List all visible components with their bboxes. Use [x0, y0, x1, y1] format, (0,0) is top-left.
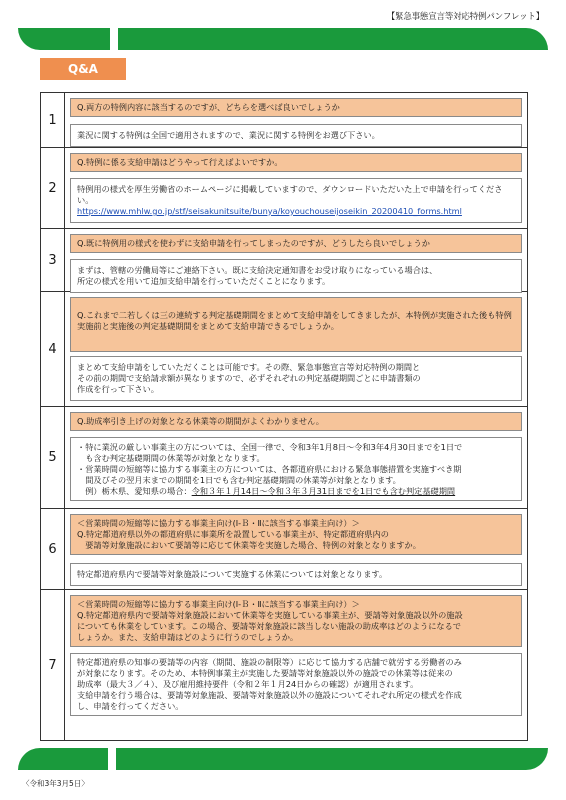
qa-answer-line: まずは、管轄の労働局等にご連絡下さい。既に支給決定通知書をお受け取りになっている場合は、 [77, 265, 438, 275]
qa-answer-line: その前の期間で支給請求額が異なりますので、必ずそれぞれの判定基礎期間ごとに申請書類の [77, 373, 421, 383]
qa-answer-line: も含む判定基礎期間の休業等が対象となります。 [77, 453, 265, 463]
qa-row-5 [41, 407, 527, 509]
qa-row-2 [41, 148, 527, 229]
bottom-green-band-right [116, 748, 548, 770]
qa-answer: 業況に関する特例は全国で適用されますので、業況に関する特例をお選び下さい。 [70, 124, 522, 147]
qa-number: 1 [41, 93, 65, 147]
qa-answer-line: 間及びその翌月末までの期間を1日でも含む判定基礎期間の休業等が対象となります。 [77, 475, 401, 485]
qa-question-line: ＜営業時間の短縮等に協力する事業主向け(Ⅰ-Ｂ・Ⅱに該当する事業主向け）＞ [77, 599, 360, 609]
qa-table [40, 92, 528, 741]
qa-question [70, 514, 522, 555]
qa-number: 3 [41, 229, 65, 291]
qa-answer-line: が対象になります。そのため、本特例事業主が実施した要請等対象施設以外の施設での休業等は従来の [77, 668, 453, 678]
qa-question: Q.既に特例用の様式を使わずに支給申請を行ってしまったのですが、どうしたら良いでしょうか [70, 234, 522, 253]
qa-answer [70, 653, 522, 716]
qa-answer-line: 作成を行って下さい。 [77, 384, 159, 394]
qa-section-tab: Q&A [40, 58, 126, 80]
qa-row-6 [41, 509, 527, 590]
qa-answer [70, 356, 522, 401]
qa-answer-line: 所定の様式を用いて追加支給申請を行っていただくことになります。 [77, 276, 331, 286]
qa-question: Q.両方の特例内容に該当するのですが、どちらを選べば良いでしょうか [70, 98, 522, 117]
qa-number: 7 [41, 590, 65, 740]
example-prefix: 例）栃木県、愛知県の場合： [77, 486, 192, 496]
qa-row-7 [41, 590, 527, 741]
qa-answer-text: 特例用の様式を厚生労働省のホームページに掲載していますので、ダウンロードいただいた上で申請を行ってください。 [77, 184, 503, 205]
qa-answer-line: 支給申請を行う場合は、要請等対象施設、要請等対象施設以外の施設についてそれぞれ所定の様式を作成 [77, 690, 462, 700]
document-header-note: 【緊急事態宣言等対応特例パンフレット】 [386, 12, 544, 22]
example-period: 令和３年１月14日～令和３年３月31日までを1日でも含む判定基礎期間 [191, 486, 456, 496]
qa-number: 4 [41, 292, 65, 406]
qa-row-1 [41, 93, 527, 148]
qa-answer-line: ・営業時間の短縮等に協力する事業主の方については、各都道府県における緊急事態措置を実施すべき期 [77, 464, 462, 474]
qa-question: Q.助成率引き上げの対象となる休業等の期間がよくわかりません。 [70, 412, 522, 431]
qa-answer-example [77, 486, 515, 497]
qa-answer [70, 437, 522, 501]
qa-question: Q.特例に係る支給申請はどうやって行えばよいですか。 [70, 153, 522, 172]
qa-number: 6 [41, 509, 65, 589]
top-green-band-right [118, 28, 548, 50]
qa-question-line: についても休業をしています。この場合、要請等対象施設に該当しない施設の助成率はどのようになるで [77, 621, 461, 631]
qa-answer-line: 特定都道府県の知事の要請等の内容（期間、施設の制限等）に応じて協力する店舗で就労する労働者のみ [77, 657, 462, 667]
qa-answer-line: まとめて支給申請をしていただくことは可能です。その際、緊急事態宣言等対応特例の期間と [77, 362, 421, 372]
qa-answer-line: し、申請を行ってください。 [77, 701, 184, 711]
qa-number: 5 [41, 407, 65, 508]
qa-answer [70, 259, 522, 293]
qa-number: 2 [41, 148, 65, 228]
qa-answer-line: ・特に業況の厳しい事業主の方については、全国一律で、令和3年1月8日～令和3年4月30日までを1日で [77, 442, 463, 452]
qa-question-line: しょうか。また、支給申請はどのように行うのでしょうか。 [77, 632, 299, 642]
bottom-green-band-left [18, 748, 108, 770]
qa-question-line: Q.特定都道府県以外の都道府県に事業所を設置している事業主が、特定都道府県内の [77, 529, 389, 539]
qa-question-line: 要請等対象施設において要請等に応じて休業等を実施した場合、特例の対象となりますか。 [77, 540, 421, 550]
qa-answer: 特定都道府県内で要請等対象施設について実施する休業については対象となります。 [70, 563, 522, 586]
qa-answer-line: 助成率（最大３／４）、及び雇用維持要件（令和２年１月24日からの確認）が適用されます。 [77, 679, 419, 689]
document-date-note: 〈令和3年3月5日〉 [22, 779, 89, 788]
top-green-band-left [18, 28, 110, 50]
qa-row-4 [41, 292, 527, 407]
qa-row-3 [41, 229, 527, 292]
qa-question [70, 595, 522, 647]
forms-download-link[interactable]: https://www.mhlw.go.jp/stf/seisakunitsuite/bunya/koyouchouseijoseikin_20200410_forms.html [77, 206, 462, 216]
qa-question: Q.これまで二若しくは三の連続する判定基礎期間をまとめて支給申請をしてきましたが、本特例が実施された後も特例実施前と実施後の判定基礎期間をまとめて支給申請できるでしょうか。 [70, 297, 522, 352]
qa-question-line: Q.特定都道府県内で要請等対象施設において休業等を実施している事業主が、要請等対象施設以外の施設 [77, 610, 463, 620]
qa-question-line: ＜営業時間の短縮等に協力する事業主向け(Ⅰ-Ｂ・Ⅱに該当する事業主向け）＞ [77, 518, 360, 528]
qa-answer [70, 178, 522, 223]
